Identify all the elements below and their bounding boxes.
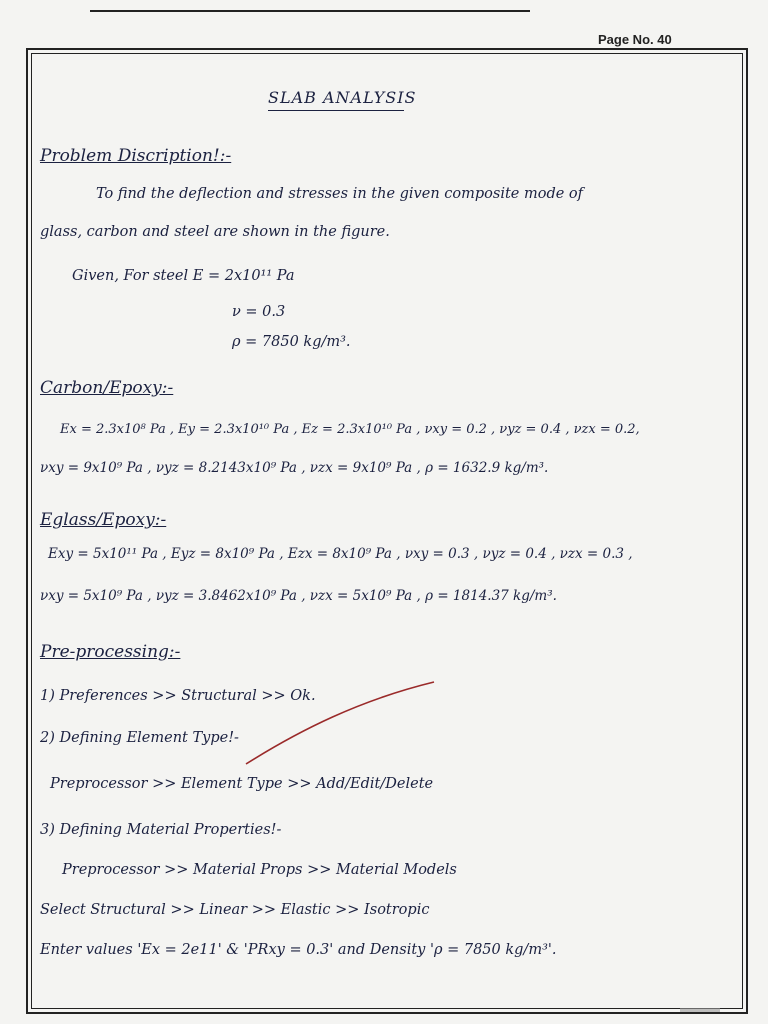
carbon-line-2: νxy = 9x10⁹ Pa , νyz = 8.2143x10⁹ Pa , νzx = 9x10⁹ Pa , ρ = 1632.9 kg/m³. [40, 460, 549, 476]
given-line-3: ρ = 7850 kg/m³. [232, 334, 351, 350]
step-2-detail: Preprocessor >> Element Type >> Add/Edit/Delete [50, 776, 434, 792]
red-pen-stroke [240, 680, 440, 770]
step-1: 1) Preferences >> Structural >> Ok. [40, 688, 316, 704]
step-3-detail-1: Preprocessor >> Material Props >> Material Models [62, 862, 457, 878]
carbon-line-1: Ex = 2.3x10⁸ Pa , Ey = 2.3x10¹⁰ Pa , Ez = 2.3x10¹⁰ Pa , νxy = 0.2 , νyz = 0.4 , νzx = 0.2, [60, 422, 640, 437]
given-line-1: Given, For steel E = 2x10¹¹ Pa [72, 268, 295, 284]
eglass-heading: Eglass/Epoxy:- [40, 510, 167, 530]
top-rule [90, 10, 530, 12]
page-title: SLAB ANALYSIS [268, 88, 417, 107]
carbon-heading: Carbon/Epoxy:- [40, 378, 174, 398]
eglass-line-1: Exy = 5x10¹¹ Pa , Eyz = 8x10⁹ Pa , Ezx = 8x10⁹ Pa , νxy = 0.3 , νyz = 0.4 , νzx = 0.3 , [48, 546, 633, 562]
page-number: Page No. 40 [598, 32, 672, 47]
bottom-smudge [680, 1008, 720, 1012]
step-2: 2) Defining Element Type!- [40, 730, 239, 746]
step-3: 3) Defining Material Properties!- [40, 822, 282, 838]
problem-line-2: glass, carbon and steel are shown in the figure. [40, 224, 390, 240]
step-3-detail-2: Select Structural >> Linear >> Elastic >> Isotropic [40, 902, 430, 918]
title-underline [268, 110, 404, 111]
problem-line-1: To find the deflection and stresses in the given composite mode of [96, 186, 584, 202]
eglass-line-2: νxy = 5x10⁹ Pa , νyz = 3.8462x10⁹ Pa , νzx = 5x10⁹ Pa , ρ = 1814.37 kg/m³. [40, 588, 557, 604]
given-line-2: ν = 0.3 [232, 304, 286, 320]
preprocessing-heading: Pre-processing:- [40, 642, 181, 662]
problem-heading: Problem Discription!:- [40, 146, 232, 166]
step-3-detail-3: Enter values 'Ex = 2e11' & 'PRxy = 0.3' and Density 'ρ = 7850 kg/m³'. [40, 942, 557, 958]
